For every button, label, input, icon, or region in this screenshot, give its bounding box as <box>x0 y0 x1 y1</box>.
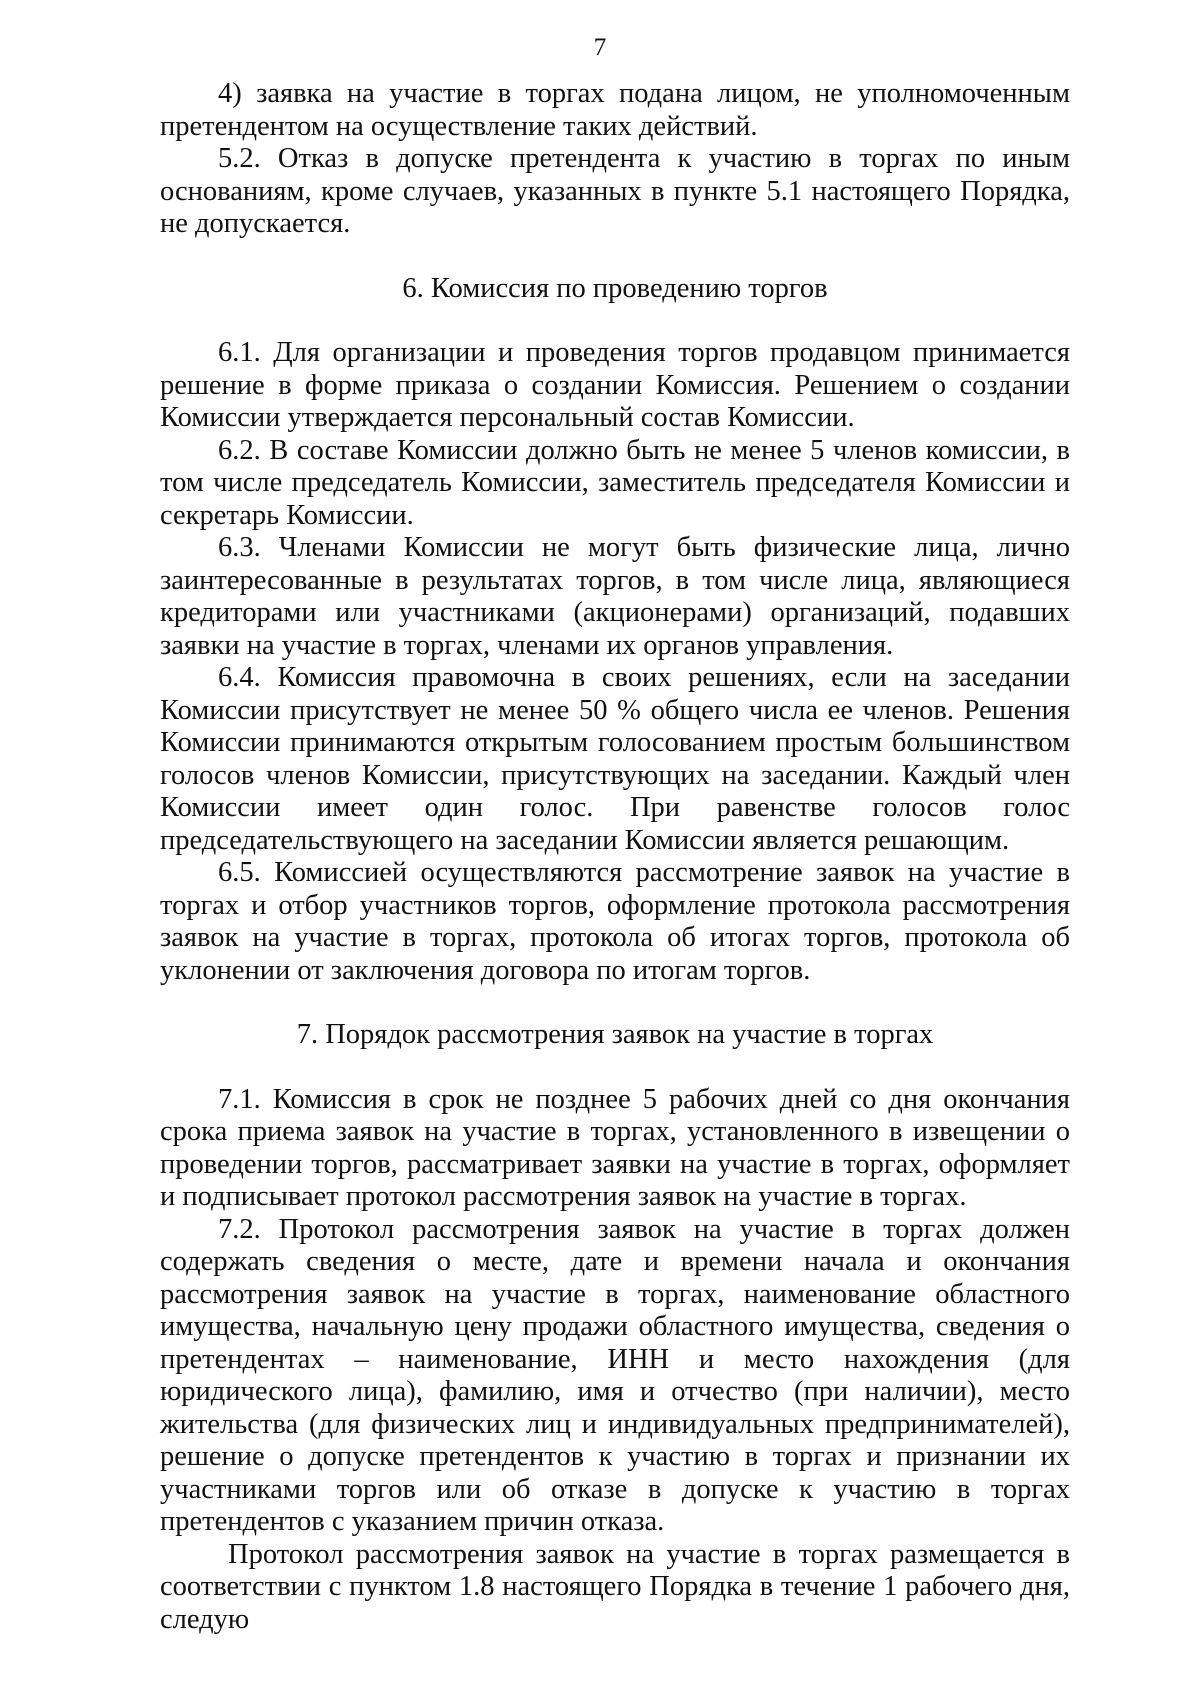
paragraph-6-3: 6.3. Членами Комиссии не могут быть физические лица, лично заинтересованные в результатах торгов, в том числе лица, являющиеся кредиторами или участниками (акционерами) организаций, подавших заявки на участие в торгах, членами их органов управления. <box>160 532 1070 661</box>
section-6-heading: 6. Комиссия по проведению торгов <box>402 272 828 304</box>
paragraph-5-2: 5.2. Отказ в допуске претендента к участию в торгах по иным основаниям, кроме случаев, указанных в пункте 5.1 настоящего Порядка, не допускается. <box>160 143 1070 239</box>
paragraph-6-4: 6.4. Комиссия правомочна в своих решениях, если на заседании Комиссии присутствует не менее 50 % общего числа ее членов. Решения Комиссии принимаются открытым голосованием простым большинством голосов членов Комиссии, присутствующих на заседании. Каждый член Комиссии имеет один голос. При равенстве голосов голос председательствующего на заседании Комиссии является решающим. <box>160 662 1070 856</box>
paragraph-7-2-continued: Протокол рассмотрения заявок на участие в торгах размещается в соответствии с пунктом 1.8 настоящего Порядка в течение 1 рабочего дня, следую <box>160 1538 1070 1635</box>
paragraph-7-1: 7.1. Комиссия в срок не позднее 5 рабочих дней со дня окончания срока приема заявок на участие в торгах, установленного в извещении о проведении торгов, рассматривает заявки на участие в торгах, оформляет и подписывает протокол рассмотрения заявок на участие в торгах. <box>160 1083 1070 1212</box>
paragraph-5-1-item-4: 4) заявка на участие в торгах подана лицом, не уполномоченным претендентом на осуществление таких действий. <box>160 78 1070 142</box>
document-body <box>160 78 1070 1636</box>
paragraph-6-5: 6.5. Комиссией осуществляются рассмотрение заявок на участие в торгах и отбор участников торгов, оформление протокола рассмотрения заявок на участие в торгах, протокола об итогах торгов, протокола об уклонении от заключения договора по итогам торгов. <box>160 857 1070 986</box>
page-number: 7 <box>593 34 607 61</box>
paragraph-6-2: 6.2. В составе Комиссии должно быть не менее 5 членов комиссии, в том числе председатель Комиссии, заместитель председателя Комиссии и секретарь Комиссии. <box>160 434 1070 531</box>
paragraph-6-1: 6.1. Для организации и проведения торгов продавцом принимается решение в форме приказа о создании Комиссия. Решением о создании Комиссии утверждается персональный состав Комиссии. <box>160 337 1070 433</box>
paragraph-7-2: 7.2. Протокол рассмотрения заявок на участие в торгах должен содержать сведения о месте, дате и времени начала и окончания рассмотрения заявок на участие в торгах, наименование областного имущества, начальную цену продажи областного имущества, сведения о претендентах – наименование, ИНН и место нахождения (для юридического лица), фамилию, имя и отчество (при наличии), место жительства (для физических лиц и индивидуальных предпринимателей), решение о допуске претендентов к участию в торгах и признании их участниками торгов или об отказе в допуске к участию в торгах претендентов с указанием причин отказа. <box>160 1213 1070 1537</box>
section-7-heading: 7. Порядок рассмотрения заявок на участие в торгах <box>296 1019 934 1050</box>
